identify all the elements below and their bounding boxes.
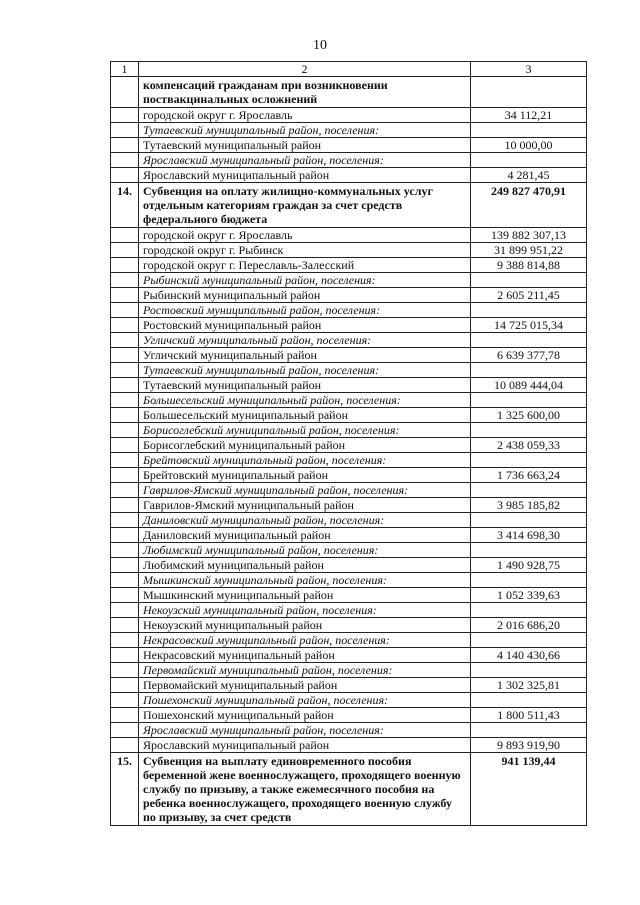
table-row xyxy=(111,678,587,693)
table-row xyxy=(111,378,587,393)
row-description: Пошехонский муниципальный район xyxy=(139,708,471,723)
row-description: Гаврилов-Ямский муниципальный район, поселения: xyxy=(139,483,471,498)
district-group-row xyxy=(111,513,587,528)
row-amount: 1 302 325,81 xyxy=(471,678,587,693)
row-number xyxy=(111,108,139,123)
row-number xyxy=(111,438,139,453)
district-group-row xyxy=(111,603,587,618)
district-group-row xyxy=(111,573,587,588)
row-amount: 14 725 015,34 xyxy=(471,318,587,333)
row-number xyxy=(111,348,139,363)
row-number: 15. xyxy=(111,753,139,826)
row-amount xyxy=(471,723,587,738)
row-description: Тутаевский муниципальный район xyxy=(139,378,471,393)
row-description: Борисоглебский муниципальный район, поселения: xyxy=(139,423,471,438)
row-description: Ярославский муниципальный район xyxy=(139,738,471,753)
table-row xyxy=(111,168,587,183)
row-description: Некоузский муниципальный район xyxy=(139,618,471,633)
district-group-row xyxy=(111,693,587,708)
row-description: Гаврилов-Ямский муниципальный район xyxy=(139,498,471,513)
row-amount xyxy=(471,453,587,468)
row-amount xyxy=(471,303,587,318)
row-amount: 2 438 059,33 xyxy=(471,438,587,453)
row-amount: 2 016 686,20 xyxy=(471,618,587,633)
allocation-table xyxy=(110,61,587,826)
row-amount xyxy=(471,363,587,378)
row-number xyxy=(111,738,139,753)
row-number xyxy=(111,273,139,288)
row-description: Пошехонский муниципальный район, поселения: xyxy=(139,693,471,708)
row-number xyxy=(111,363,139,378)
row-number xyxy=(111,528,139,543)
row-number xyxy=(111,708,139,723)
row-number xyxy=(111,678,139,693)
district-group-row xyxy=(111,483,587,498)
row-amount xyxy=(471,573,587,588)
header-col-3: 3 xyxy=(471,62,587,77)
row-amount: 3 414 698,30 xyxy=(471,528,587,543)
row-amount: 6 639 377,78 xyxy=(471,348,587,363)
row-description: Даниловский муниципальный район xyxy=(139,528,471,543)
row-description: Большесельский муниципальный район xyxy=(139,408,471,423)
section-row xyxy=(111,753,587,826)
row-amount: 1 736 663,24 xyxy=(471,468,587,483)
row-number xyxy=(111,483,139,498)
row-description: Тутаевский муниципальный район, поселения: xyxy=(139,363,471,378)
header-col-1: 1 xyxy=(111,62,139,77)
page-number: 10 xyxy=(313,38,327,53)
row-number xyxy=(111,588,139,603)
row-description: Ярославский муниципальный район, поселения: xyxy=(139,153,471,168)
row-number xyxy=(111,258,139,273)
row-description: Любимский муниципальный район, поселения: xyxy=(139,543,471,558)
row-number xyxy=(111,333,139,348)
table-row xyxy=(111,108,587,123)
row-amount: 1 800 511,43 xyxy=(471,708,587,723)
row-description: Рыбинский муниципальный район xyxy=(139,288,471,303)
table-row xyxy=(111,468,587,483)
table-row xyxy=(111,558,587,573)
row-description: Угличский муниципальный район, поселения: xyxy=(139,333,471,348)
row-number xyxy=(111,603,139,618)
row-number xyxy=(111,573,139,588)
row-number xyxy=(111,138,139,153)
row-description: Брейтовский муниципальный район, поселения: xyxy=(139,453,471,468)
row-description: Некоузский муниципальный район, поселения: xyxy=(139,603,471,618)
row-description: городской округ г. Ярославль xyxy=(139,108,471,123)
row-amount: 9 893 919,90 xyxy=(471,738,587,753)
row-description: компенсаций гражданам при возникновении поствакцинальных осложнений xyxy=(139,77,471,108)
table-row xyxy=(111,228,587,243)
table-row xyxy=(111,498,587,513)
table-row xyxy=(111,648,587,663)
row-description: Субвенция на выплату единовременного пособия беременной жене военнослужащего, проходящего военную службу по призыву, а также ежемесячного пособия на ребенка военнослужащего, проходящего военную службу по призыву, за счет средств xyxy=(139,753,471,826)
row-amount: 9 388 814,88 xyxy=(471,258,587,273)
row-amount: 2 605 211,45 xyxy=(471,288,587,303)
row-description: Рыбинский муниципальный район, поселения: xyxy=(139,273,471,288)
row-amount: 139 882 307,13 xyxy=(471,228,587,243)
district-group-row xyxy=(111,393,587,408)
row-description: Мышкинский муниципальный район xyxy=(139,588,471,603)
row-amount: 4 140 430,66 xyxy=(471,648,587,663)
row-number xyxy=(111,618,139,633)
row-number xyxy=(111,408,139,423)
district-group-row xyxy=(111,363,587,378)
row-number xyxy=(111,693,139,708)
row-description: Тутаевский муниципальный район xyxy=(139,138,471,153)
row-number xyxy=(111,498,139,513)
district-group-row xyxy=(111,333,587,348)
row-amount: 3 985 185,82 xyxy=(471,498,587,513)
table-row xyxy=(111,438,587,453)
row-amount xyxy=(471,483,587,498)
row-amount xyxy=(471,393,587,408)
row-description: Борисоглебский муниципальный район xyxy=(139,438,471,453)
row-amount xyxy=(471,543,587,558)
row-number xyxy=(111,153,139,168)
row-description: Субвенция на оплату жилищно-коммунальных услуг отдельным категориям граждан за счет средств федерального бюджета xyxy=(139,183,471,228)
row-amount xyxy=(471,333,587,348)
row-description: Тутаевский муниципальный район, поселения: xyxy=(139,123,471,138)
table-row xyxy=(111,258,587,273)
row-number xyxy=(111,723,139,738)
row-description: Ярославский муниципальный район xyxy=(139,168,471,183)
row-number xyxy=(111,663,139,678)
table-row xyxy=(111,708,587,723)
table-row xyxy=(111,588,587,603)
row-amount xyxy=(471,603,587,618)
row-description: Брейтовский муниципальный район xyxy=(139,468,471,483)
row-amount: 10 089 444,04 xyxy=(471,378,587,393)
row-amount xyxy=(471,633,587,648)
table-row xyxy=(111,288,587,303)
table-row xyxy=(111,318,587,333)
row-amount xyxy=(471,663,587,678)
row-number xyxy=(111,318,139,333)
row-number xyxy=(111,393,139,408)
row-number xyxy=(111,123,139,138)
table-header-row xyxy=(111,62,587,77)
row-amount: 31 899 951,22 xyxy=(471,243,587,258)
district-group-row xyxy=(111,273,587,288)
row-amount: 941 139,44 xyxy=(471,753,587,826)
district-group-row xyxy=(111,123,587,138)
district-group-row xyxy=(111,723,587,738)
row-number xyxy=(111,168,139,183)
row-number xyxy=(111,243,139,258)
row-amount: 249 827 470,91 xyxy=(471,183,587,228)
row-description: Ярославский муниципальный район, поселения: xyxy=(139,723,471,738)
row-description: городской округ г. Ярославль xyxy=(139,228,471,243)
row-amount: 1 325 600,00 xyxy=(471,408,587,423)
row-amount xyxy=(471,423,587,438)
district-group-row xyxy=(111,453,587,468)
row-description: Первомайский муниципальный район xyxy=(139,678,471,693)
table-row xyxy=(111,243,587,258)
row-number xyxy=(111,303,139,318)
district-group-row xyxy=(111,663,587,678)
row-number xyxy=(111,633,139,648)
row-number xyxy=(111,378,139,393)
row-amount: 34 112,21 xyxy=(471,108,587,123)
row-description: городской округ г. Переславль-Залесский xyxy=(139,258,471,273)
row-number xyxy=(111,648,139,663)
row-description: Некрасовский муниципальный район xyxy=(139,648,471,663)
district-group-row xyxy=(111,543,587,558)
district-group-row xyxy=(111,633,587,648)
table-row xyxy=(111,138,587,153)
row-amount xyxy=(471,153,587,168)
row-description: Некрасовский муниципальный район, поселения: xyxy=(139,633,471,648)
district-group-row xyxy=(111,423,587,438)
row-amount xyxy=(471,123,587,138)
table-row xyxy=(111,528,587,543)
row-amount: 1 052 339,63 xyxy=(471,588,587,603)
row-amount: 10 000,00 xyxy=(471,138,587,153)
table-row xyxy=(111,77,587,108)
row-description: Первомайский муниципальный район, поселения: xyxy=(139,663,471,678)
row-description: Ростовский муниципальный район xyxy=(139,318,471,333)
row-description: Любимский муниципальный район xyxy=(139,558,471,573)
row-description: Угличский муниципальный район xyxy=(139,348,471,363)
row-description: Даниловский муниципальный район, поселения: xyxy=(139,513,471,528)
section-row xyxy=(111,183,587,228)
row-amount xyxy=(471,273,587,288)
row-number xyxy=(111,453,139,468)
district-group-row xyxy=(111,303,587,318)
row-amount: 1 490 928,75 xyxy=(471,558,587,573)
row-number: 14. xyxy=(111,183,139,228)
row-description: городской округ г. Рыбинск xyxy=(139,243,471,258)
row-amount: 4 281,45 xyxy=(471,168,587,183)
row-description: Мышкинский муниципальный район, поселения: xyxy=(139,573,471,588)
table-row xyxy=(111,348,587,363)
table-row xyxy=(111,618,587,633)
row-number xyxy=(111,77,139,108)
row-number xyxy=(111,543,139,558)
row-description: Большесельский муниципальный район, поселения: xyxy=(139,393,471,408)
row-number xyxy=(111,558,139,573)
row-number xyxy=(111,228,139,243)
row-description: Ростовский муниципальный район, поселения: xyxy=(139,303,471,318)
table-row xyxy=(111,408,587,423)
district-group-row xyxy=(111,153,587,168)
row-amount xyxy=(471,693,587,708)
table-row xyxy=(111,738,587,753)
row-number xyxy=(111,468,139,483)
header-col-2: 2 xyxy=(139,62,471,77)
row-number xyxy=(111,288,139,303)
row-number xyxy=(111,423,139,438)
row-amount xyxy=(471,77,587,108)
row-number xyxy=(111,513,139,528)
row-amount xyxy=(471,513,587,528)
